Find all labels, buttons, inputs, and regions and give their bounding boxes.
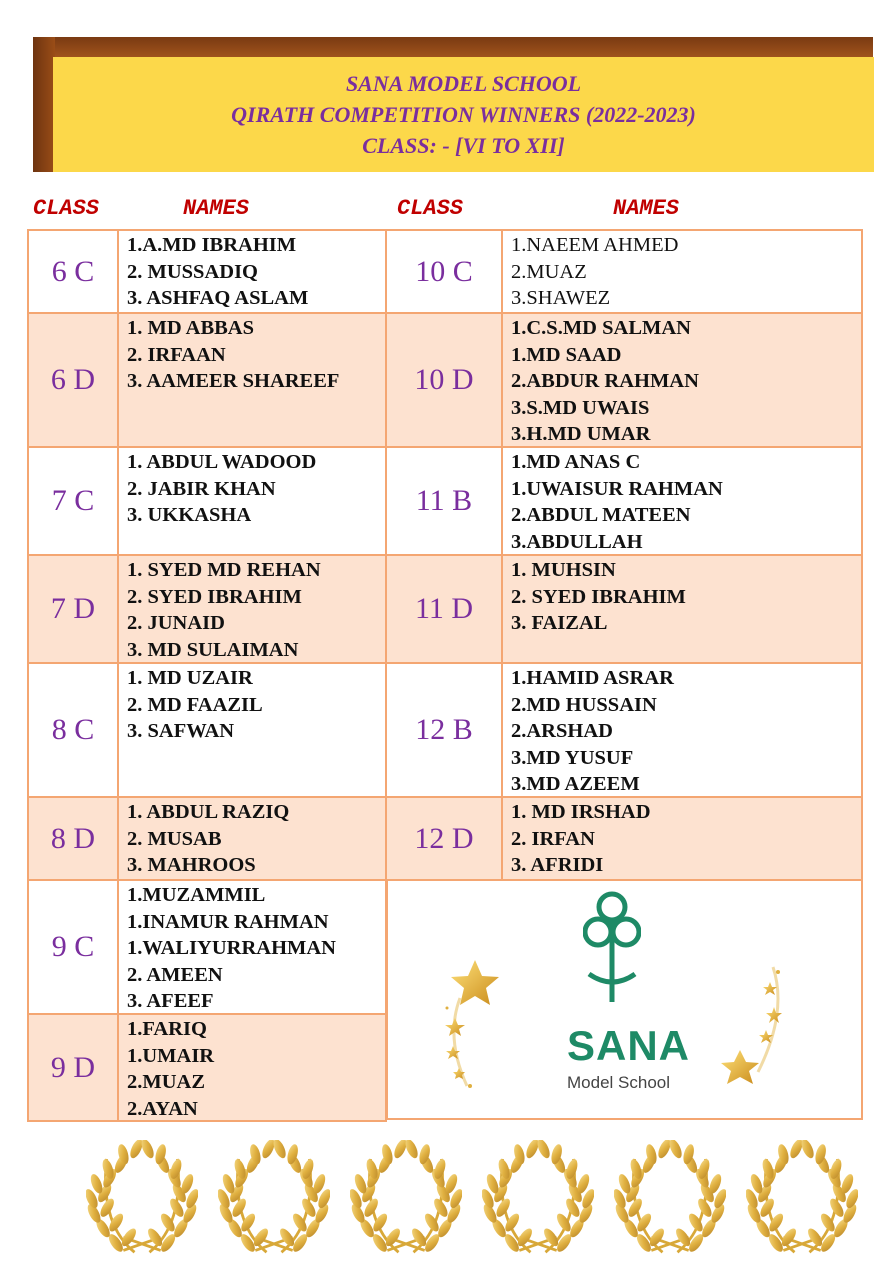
winner-name: 2.ARSHAD (511, 720, 613, 742)
laurel-wreath-icon (482, 1140, 594, 1260)
winner-name: 2.MUAZ (511, 260, 587, 283)
right-names-cell (501, 796, 863, 881)
winner-name: 2.AYAN (127, 1097, 198, 1120)
winner-name: 1.A.MD IBRAHIM (127, 234, 297, 256)
class-label: 12 D (414, 821, 474, 855)
class-label: 8 C (51, 713, 95, 746)
winner-name: 1. MUHSIN (511, 559, 616, 581)
right-class-cell (385, 662, 503, 798)
header-names-right: NAMES (613, 196, 680, 221)
class-label: 9 C (51, 930, 95, 963)
winner-name: 2.MD HUSSAIN (511, 693, 657, 716)
winner-name: 2. IRFAN (511, 827, 595, 850)
winner-name: 1.UMAIR (127, 1044, 215, 1067)
winner-name: 1.NAEEM AHMED (511, 234, 679, 256)
laurel-wreath-icon (350, 1140, 462, 1260)
left-class-cell (27, 796, 119, 881)
class-label: 7 D (50, 592, 96, 625)
winner-name: 1.INAMUR RAHMAN (127, 910, 329, 933)
shooting-stars-left-icon (425, 958, 520, 1098)
winner-name: 2. MUSSADIQ (127, 260, 258, 283)
winner-name: 2.MUAZ (127, 1071, 206, 1093)
winner-name: 2. JUNAID (127, 612, 225, 634)
left-class-cell (27, 229, 119, 314)
left-class-cell (27, 879, 119, 1015)
winner-name: 3. UKKASHA (127, 504, 252, 526)
left-class-cell (27, 446, 119, 556)
winner-name: 3.MD AZEEM (511, 773, 640, 795)
class-label: 6 D (50, 363, 96, 396)
left-names-cell (117, 1013, 387, 1122)
winner-name: 3. ASHFAQ ASLAM (127, 287, 309, 309)
left-class-cell (27, 662, 119, 798)
class-label: 8 D (50, 821, 96, 855)
header-class-left: CLASS (33, 196, 100, 221)
left-names-cell (117, 312, 387, 448)
winner-name: 3. AFEEF (127, 990, 214, 1012)
winner-name: 3. AAMEER SHAREEF (127, 370, 340, 392)
right-names-cell (501, 446, 863, 556)
shooting-stars-right-icon (718, 962, 798, 1092)
competition-title: QIRATH COMPETITION WINNERS (2022-2023) (231, 102, 696, 127)
winner-name: 3. FAIZAL (511, 612, 608, 634)
logo-name: SANA (567, 1022, 691, 1069)
laurel-wreath-icon (218, 1140, 330, 1260)
winner-name: 2.ABDUR RAHMAN (511, 370, 699, 392)
winner-name: 1. SYED MD REHAN (127, 559, 321, 581)
winner-name: 1.MD SAAD (511, 343, 622, 366)
class-label: 6 C (51, 254, 95, 288)
left-class-cell (27, 1013, 119, 1122)
class-label: 11 B (415, 484, 473, 517)
class-label: 12 B (415, 713, 473, 746)
winner-name: 3.ABDULLAH (511, 530, 643, 553)
winner-name: 3.MD YUSUF (511, 746, 634, 769)
class-label: 9 D (50, 1050, 96, 1084)
laurel-wreath-icon (614, 1140, 726, 1260)
class-range-title: CLASS: - [VI TO XII] (362, 133, 565, 158)
banner-side-bevel (33, 37, 55, 172)
winner-name: 2.ABDUL MATEEN (511, 504, 691, 526)
laurel-wreath-icon (86, 1140, 198, 1260)
winner-name: 2. SYED IBRAHIM (511, 585, 686, 608)
right-class-cell (385, 312, 503, 448)
winner-name: 3.S.MD UWAIS (511, 396, 650, 419)
winner-name: 3. SAFWAN (127, 720, 235, 742)
left-class-cell (27, 554, 119, 664)
right-names-cell (501, 662, 863, 798)
left-names-cell (117, 229, 387, 314)
right-names-cell (501, 312, 863, 448)
class-label: 11 D (414, 592, 474, 625)
winner-name: 2. SYED IBRAHIM (127, 585, 302, 608)
laurel-wreath-icon (746, 1140, 858, 1260)
header-names-left: NAMES (183, 196, 250, 221)
left-names-cell (117, 796, 387, 881)
right-class-cell (385, 446, 503, 556)
winner-name: 3. MAHROOS (127, 854, 256, 876)
winner-name: 3.SHAWEZ (511, 287, 611, 309)
winner-name: 2. JABIR KHAN (127, 477, 276, 500)
class-label: 10 D (414, 363, 474, 396)
clover-logo-icon (583, 890, 641, 1008)
winner-name: 1.C.S.MD SALMAN (511, 317, 691, 339)
banner-top-bevel (33, 37, 873, 57)
winner-name: 1.WALIYURRAHMAN (127, 937, 336, 959)
winner-name: 2. IRFAAN (127, 343, 226, 366)
right-class-cell (385, 229, 503, 314)
winner-name: 2. MD FAAZIL (127, 693, 263, 716)
winner-name: 1.HAMID ASRAR (511, 667, 674, 689)
right-names-cell (501, 229, 863, 314)
school-title: SANA MODEL SCHOOL (345, 71, 582, 96)
left-names-cell (117, 879, 387, 1015)
winner-name: 1. MD UZAIR (127, 667, 253, 689)
left-names-cell (117, 446, 387, 556)
winner-name: 1.UWAISUR RAHMAN (511, 477, 723, 500)
right-class-cell (385, 796, 503, 881)
class-label: 10 C (415, 254, 473, 288)
title-banner (53, 57, 874, 172)
winner-name: 1. ABDUL RAZIQ (127, 801, 290, 823)
header-class-right: CLASS (397, 196, 464, 221)
winner-name: 3. MD SULAIMAN (127, 638, 299, 661)
right-class-cell (385, 554, 503, 664)
class-label: 7 C (51, 484, 95, 517)
right-names-cell (501, 554, 863, 664)
winner-name: 3. AFRIDI (511, 854, 604, 876)
winner-name: 1. ABDUL WADOOD (127, 451, 317, 473)
winner-name: 2. AMEEN (127, 963, 223, 986)
left-names-cell (117, 662, 387, 798)
winner-name: 3.H.MD UMAR (511, 423, 651, 445)
winner-name: 1.FARIQ (127, 1018, 207, 1040)
left-names-cell (117, 554, 387, 664)
winner-name: 1.MD ANAS C (511, 451, 641, 473)
winner-name: 1.MUZAMMIL (127, 884, 266, 906)
winner-name: 1. MD ABBAS (127, 317, 255, 339)
left-class-cell (27, 312, 119, 448)
winner-name: 1. MD IRSHAD (511, 801, 651, 823)
winner-name: 2. MUSAB (127, 827, 222, 850)
logo-subtitle: Model School (567, 1073, 671, 1092)
